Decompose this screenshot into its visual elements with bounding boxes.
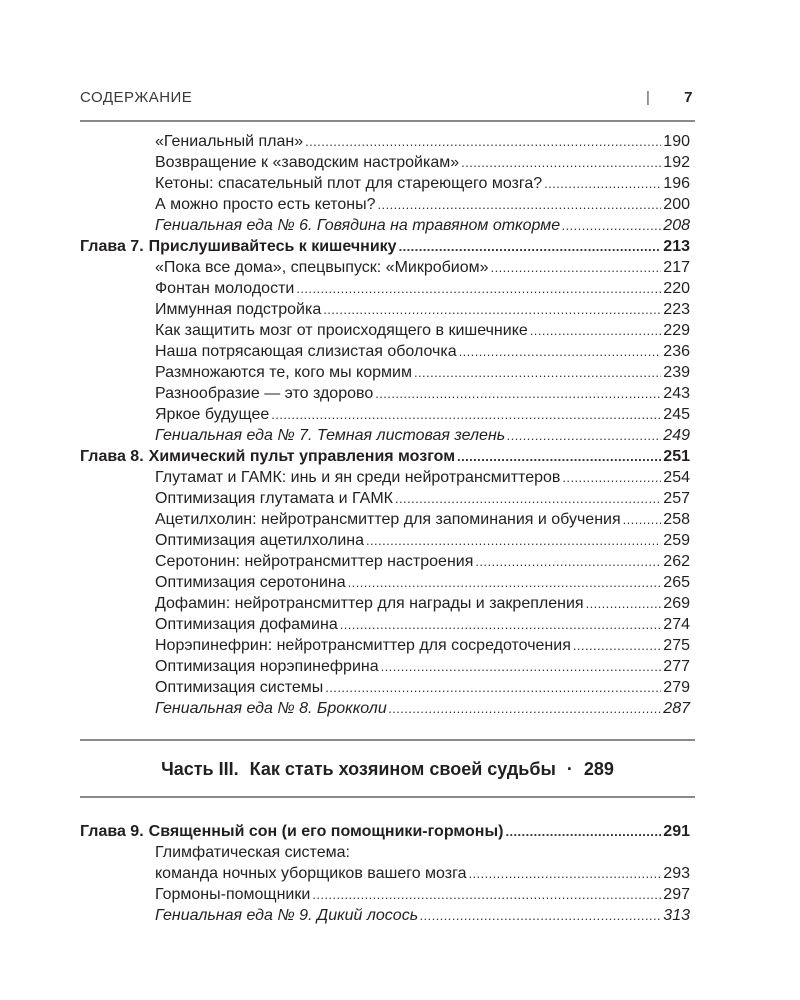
entry-title: Серотонин: нейротрансмиттер настроения xyxy=(155,553,474,570)
entry-page: 251 xyxy=(663,448,690,465)
toc-entry[interactable] xyxy=(80,593,690,614)
entry-page: 236 xyxy=(663,343,690,360)
part-heading[interactable] xyxy=(80,759,695,780)
dot-leader xyxy=(348,572,662,593)
dot-leader xyxy=(305,131,661,152)
entry-title: Яркое будущее xyxy=(155,406,270,423)
entry-title: Прислушивайтесь к кишечнику xyxy=(148,238,397,255)
entry-title: Священный сон (и его помощники-гормоны) xyxy=(148,823,504,840)
dot-leader xyxy=(271,404,661,425)
entry-page: 220 xyxy=(663,280,690,297)
toc-section-top xyxy=(80,131,690,719)
dot-leader xyxy=(505,821,661,842)
dot-leader xyxy=(323,299,661,320)
entry-title: Дофамин: нейротрансмиттер для награды и закрепления xyxy=(155,595,584,612)
entry-title: Кетоны: спасательный плот для стареющего мозга? xyxy=(155,175,543,192)
entry-page: 223 xyxy=(663,301,690,318)
toc-chapter-entry[interactable] xyxy=(80,236,690,257)
part-title: Как стать хозяином своей судьбы xyxy=(249,759,556,779)
toc-entry[interactable] xyxy=(80,152,690,173)
toc-entry[interactable] xyxy=(80,530,690,551)
dot-leader xyxy=(395,488,661,509)
entry-page: 196 xyxy=(663,175,690,192)
toc-entry[interactable] xyxy=(80,299,690,320)
entry-page: 217 xyxy=(663,259,690,276)
toc-entry[interactable] xyxy=(80,383,690,404)
toc-entry[interactable] xyxy=(80,425,690,446)
dot-leader xyxy=(507,425,661,446)
toc-entry[interactable] xyxy=(80,131,690,152)
toc-entry[interactable] xyxy=(80,257,690,278)
entry-page: 277 xyxy=(663,658,690,675)
toc-entry[interactable] xyxy=(80,173,690,194)
dot-leader xyxy=(389,698,662,719)
entry-page: 258 xyxy=(663,511,690,528)
entry-page: 257 xyxy=(663,490,690,507)
toc-section-bottom xyxy=(80,821,690,926)
entry-page: 269 xyxy=(663,595,690,612)
toc-entry[interactable] xyxy=(80,842,690,863)
dot-leader xyxy=(375,383,661,404)
entry-page: 208 xyxy=(663,217,690,234)
dot-leader xyxy=(530,320,662,341)
toc-entry[interactable] xyxy=(80,194,690,215)
entry-title: Оптимизация серотонина xyxy=(155,574,346,591)
dot-leader xyxy=(296,278,661,299)
entry-page: 274 xyxy=(663,616,690,633)
toc-entry[interactable] xyxy=(80,551,690,572)
toc-entry[interactable] xyxy=(80,278,690,299)
toc-entry[interactable] xyxy=(80,341,690,362)
entry-title: Ацетилхолин: нейротрансмиттер для запоминания и обучения xyxy=(155,511,621,528)
dot-leader xyxy=(325,677,661,698)
entry-page: 229 xyxy=(663,322,690,339)
header-title: СОДЕРЖАНИЕ xyxy=(80,89,193,106)
toc-entry[interactable] xyxy=(80,905,690,926)
toc-entry[interactable] xyxy=(80,362,690,383)
entry-page: 287 xyxy=(663,700,690,717)
chapter-label: Глава 7. xyxy=(80,238,144,255)
dot-leader xyxy=(475,551,661,572)
entry-title: Гормоны-помощники xyxy=(155,886,311,903)
entry-page: 190 xyxy=(663,133,690,150)
dot-leader xyxy=(312,884,661,905)
entry-page: 279 xyxy=(663,679,690,696)
entry-page: 313 xyxy=(663,907,690,924)
entry-page: 249 xyxy=(663,427,690,444)
entry-page: 245 xyxy=(663,406,690,423)
dot-leader xyxy=(457,446,661,467)
entry-page: 254 xyxy=(663,469,690,486)
dot-leader xyxy=(459,341,662,362)
part-page: 289 xyxy=(583,759,614,779)
dot-leader xyxy=(491,257,662,278)
header-separator: | xyxy=(646,89,651,106)
entry-title: Разнообразие — это здорово xyxy=(155,385,374,402)
toc-entry[interactable] xyxy=(80,215,690,236)
entry-title: Размножаются те, кого мы кормим xyxy=(155,364,412,381)
toc-entry[interactable] xyxy=(80,884,690,905)
entry-page: 239 xyxy=(663,364,690,381)
entry-page: 291 xyxy=(663,823,690,840)
part-bullet: · xyxy=(566,759,573,779)
entry-page: 213 xyxy=(663,238,690,255)
toc-entry[interactable] xyxy=(80,863,690,884)
entry-title: Гениальная еда № 6. Говядина на травяном откорме xyxy=(155,217,561,234)
entry-page: 265 xyxy=(663,574,690,591)
toc-chapter-entry[interactable] xyxy=(80,821,690,842)
entry-page: 243 xyxy=(663,385,690,402)
chapter-label: Глава 9. xyxy=(80,823,144,840)
running-header xyxy=(80,89,695,111)
entry-page: 259 xyxy=(663,532,690,549)
toc-entry[interactable] xyxy=(80,467,690,488)
entry-title: Оптимизация системы xyxy=(155,679,324,696)
entry-title: Гениальная еда № 9. Дикий лосось xyxy=(155,907,419,924)
dot-leader xyxy=(544,173,661,194)
dot-leader xyxy=(381,656,662,677)
entry-page: 293 xyxy=(663,865,690,882)
toc-entry[interactable] xyxy=(80,656,690,677)
toc-entry[interactable] xyxy=(80,404,690,425)
toc-entry[interactable] xyxy=(80,320,690,341)
dot-leader xyxy=(340,614,662,635)
toc-entry[interactable] xyxy=(80,677,690,698)
dot-leader xyxy=(586,593,662,614)
dot-leader xyxy=(399,236,662,257)
dot-leader xyxy=(414,362,661,383)
entry-title: Гениальная еда № 7. Темная листовая зелень xyxy=(155,427,506,444)
toc-entry[interactable] xyxy=(80,698,690,719)
page-number: 7 xyxy=(684,89,693,106)
entry-title: Оптимизация ацетилхолина xyxy=(155,532,364,549)
entry-title: Оптимизация глутамата и ГАМК xyxy=(155,490,393,507)
entry-page: 262 xyxy=(663,553,690,570)
toc-entry[interactable] xyxy=(80,635,690,656)
entry-page: 297 xyxy=(663,886,690,903)
entry-title: Наша потрясающая слизистая оболочка xyxy=(155,343,457,360)
toc-entry[interactable] xyxy=(80,509,690,530)
entry-page: 275 xyxy=(663,637,690,654)
entry-page: 200 xyxy=(663,196,690,213)
entry-title: Как защитить мозг от происходящего в кишечнике xyxy=(155,322,528,339)
entry-title: Норэпинефрин: нейротрансмиттер для сосредоточения xyxy=(155,637,571,654)
dot-leader xyxy=(461,152,661,173)
toc-entry[interactable] xyxy=(80,572,690,593)
entry-title: Глутамат и ГАМК: инь и ян среди нейротрансмиттеров xyxy=(155,469,561,486)
toc-entry[interactable] xyxy=(80,614,690,635)
entry-title: Иммунная подстройка xyxy=(155,301,322,318)
part-label: Часть III. xyxy=(161,759,239,779)
entry-title: команда ночных уборщиков вашего мозга xyxy=(155,865,467,882)
entry-page: 192 xyxy=(663,154,690,171)
dot-leader xyxy=(366,530,661,551)
entry-title: А можно просто есть кетоны? xyxy=(155,196,376,213)
entry-title: «Пока все дома», спецвыпуск: «Микробиом» xyxy=(155,259,489,276)
chapter-label: Глава 8. xyxy=(80,448,144,465)
entry-title: «Гениальный план» xyxy=(155,133,304,150)
dot-leader xyxy=(378,194,662,215)
toc-entry[interactable] xyxy=(80,488,690,509)
dot-leader xyxy=(562,467,661,488)
dot-leader xyxy=(573,635,661,656)
entry-title: Оптимизация норэпинефрина xyxy=(155,658,379,675)
dot-leader xyxy=(562,215,661,236)
header-rule xyxy=(80,120,695,122)
entry-title: Химический пульт управления мозгом xyxy=(148,448,456,465)
dot-leader xyxy=(623,509,662,530)
part-rule-bottom xyxy=(80,796,695,798)
dot-leader xyxy=(468,863,661,884)
part-rule-top xyxy=(80,739,695,741)
entry-title: Глимфатическая система: xyxy=(155,844,350,861)
entry-title: Фонтан молодости xyxy=(155,280,295,297)
dot-leader xyxy=(420,905,661,926)
entry-title: Оптимизация дофамина xyxy=(155,616,338,633)
entry-title: Гениальная еда № 8. Брокколи xyxy=(155,700,387,717)
toc-chapter-entry[interactable] xyxy=(80,446,690,467)
entry-title: Возвращение к «заводским настройкам» xyxy=(155,154,460,171)
